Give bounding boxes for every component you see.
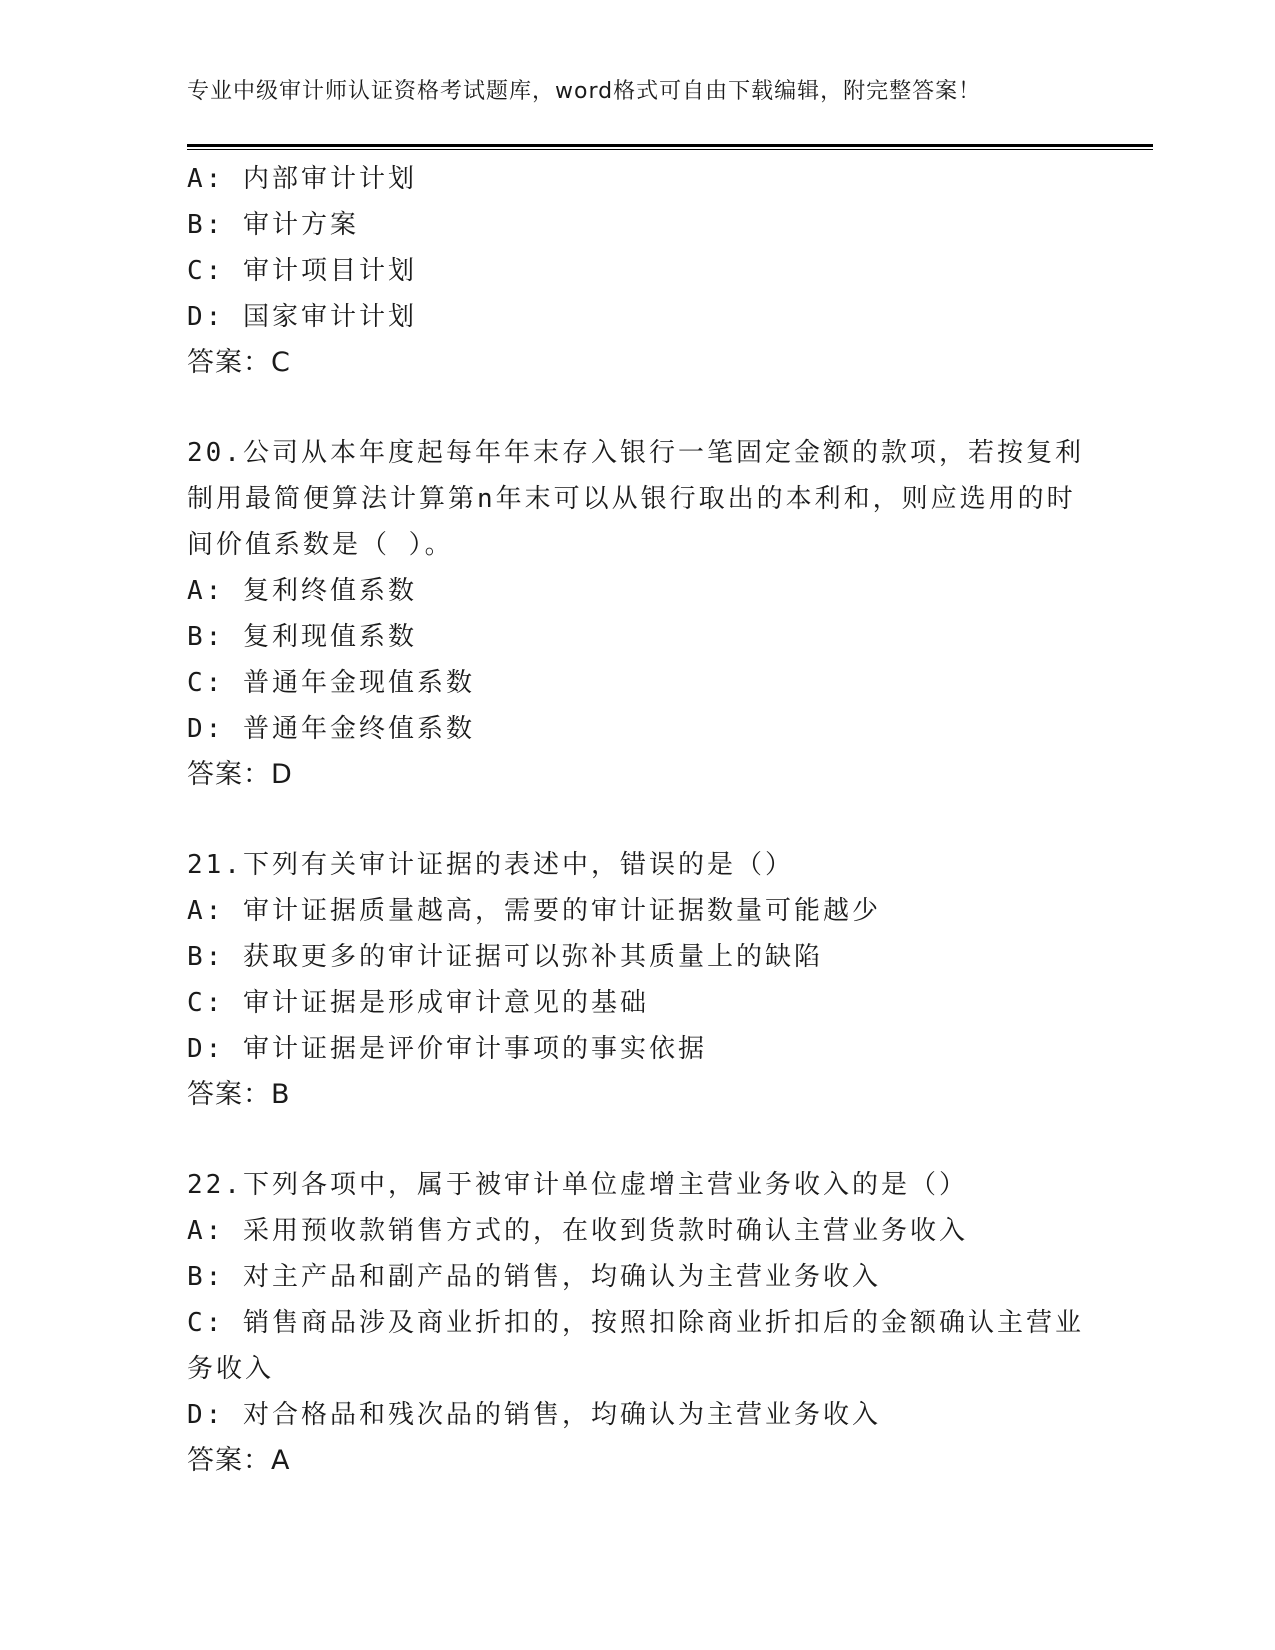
option-a: A: 复利终值系数 [187, 576, 417, 606]
option-b: B: 复利现值系数 [187, 622, 417, 652]
option-a: A: 审计证据质量越高，需要的审计证据数量可能越少 [187, 896, 881, 926]
question-block-21 [187, 842, 1087, 1118]
question-block-22 [187, 1162, 1087, 1484]
question-stem: 20.公司从本年度起每年年末存入银行一笔固定金额的款项，若按复利制用最简便算法计算第n年末可以从银行取出的本利和，则应选用的时间价值系数是（ ）。 [187, 438, 1084, 560]
question-stem: 22.下列各项中，属于被审计单位虚增主营业务收入的是（） [187, 1170, 968, 1200]
option-d: D: 对合格品和残次品的销售，均确认为主营业务收入 [187, 1400, 881, 1430]
answer-line: 答案：C [187, 347, 291, 378]
option-a: A: 内部审计计划 [187, 164, 417, 194]
option-a: A: 采用预收款销售方式的，在收到货款时确认主营业务收入 [187, 1216, 968, 1246]
document-body [187, 156, 1087, 1484]
answer-line: 答案：A [187, 1445, 291, 1476]
answer-line: 答案：B [187, 1079, 291, 1110]
answer-line: 答案：D [187, 759, 293, 790]
option-c: C: 普通年金现值系数 [187, 668, 475, 698]
option-d: D: 审计证据是评价审计事项的事实依据 [187, 1034, 707, 1064]
option-b: B: 获取更多的审计证据可以弥补其质量上的缺陷 [187, 942, 823, 972]
option-b: B: 审计方案 [187, 210, 359, 240]
question-stem: 21.下列有关审计证据的表述中，错误的是（） [187, 850, 794, 880]
question-block-19 [187, 156, 1087, 386]
option-c: C: 销售商品涉及商业折扣的，按照扣除商业折扣后的金额确认主营业务收入 [187, 1308, 1084, 1384]
option-c: C: 审计证据是形成审计意见的基础 [187, 988, 649, 1018]
option-b: B: 对主产品和副产品的销售，均确认为主营业务收入 [187, 1262, 881, 1292]
page-header: 专业中级审计师认证资格考试题库，word格式可自由下载编辑，附完整答案！ [187, 79, 982, 104]
option-d: D: 普通年金终值系数 [187, 714, 475, 744]
option-d: D: 国家审计计划 [187, 302, 417, 332]
header-divider [187, 144, 1153, 150]
question-block-20 [187, 430, 1087, 798]
option-c: C: 审计项目计划 [187, 256, 417, 286]
